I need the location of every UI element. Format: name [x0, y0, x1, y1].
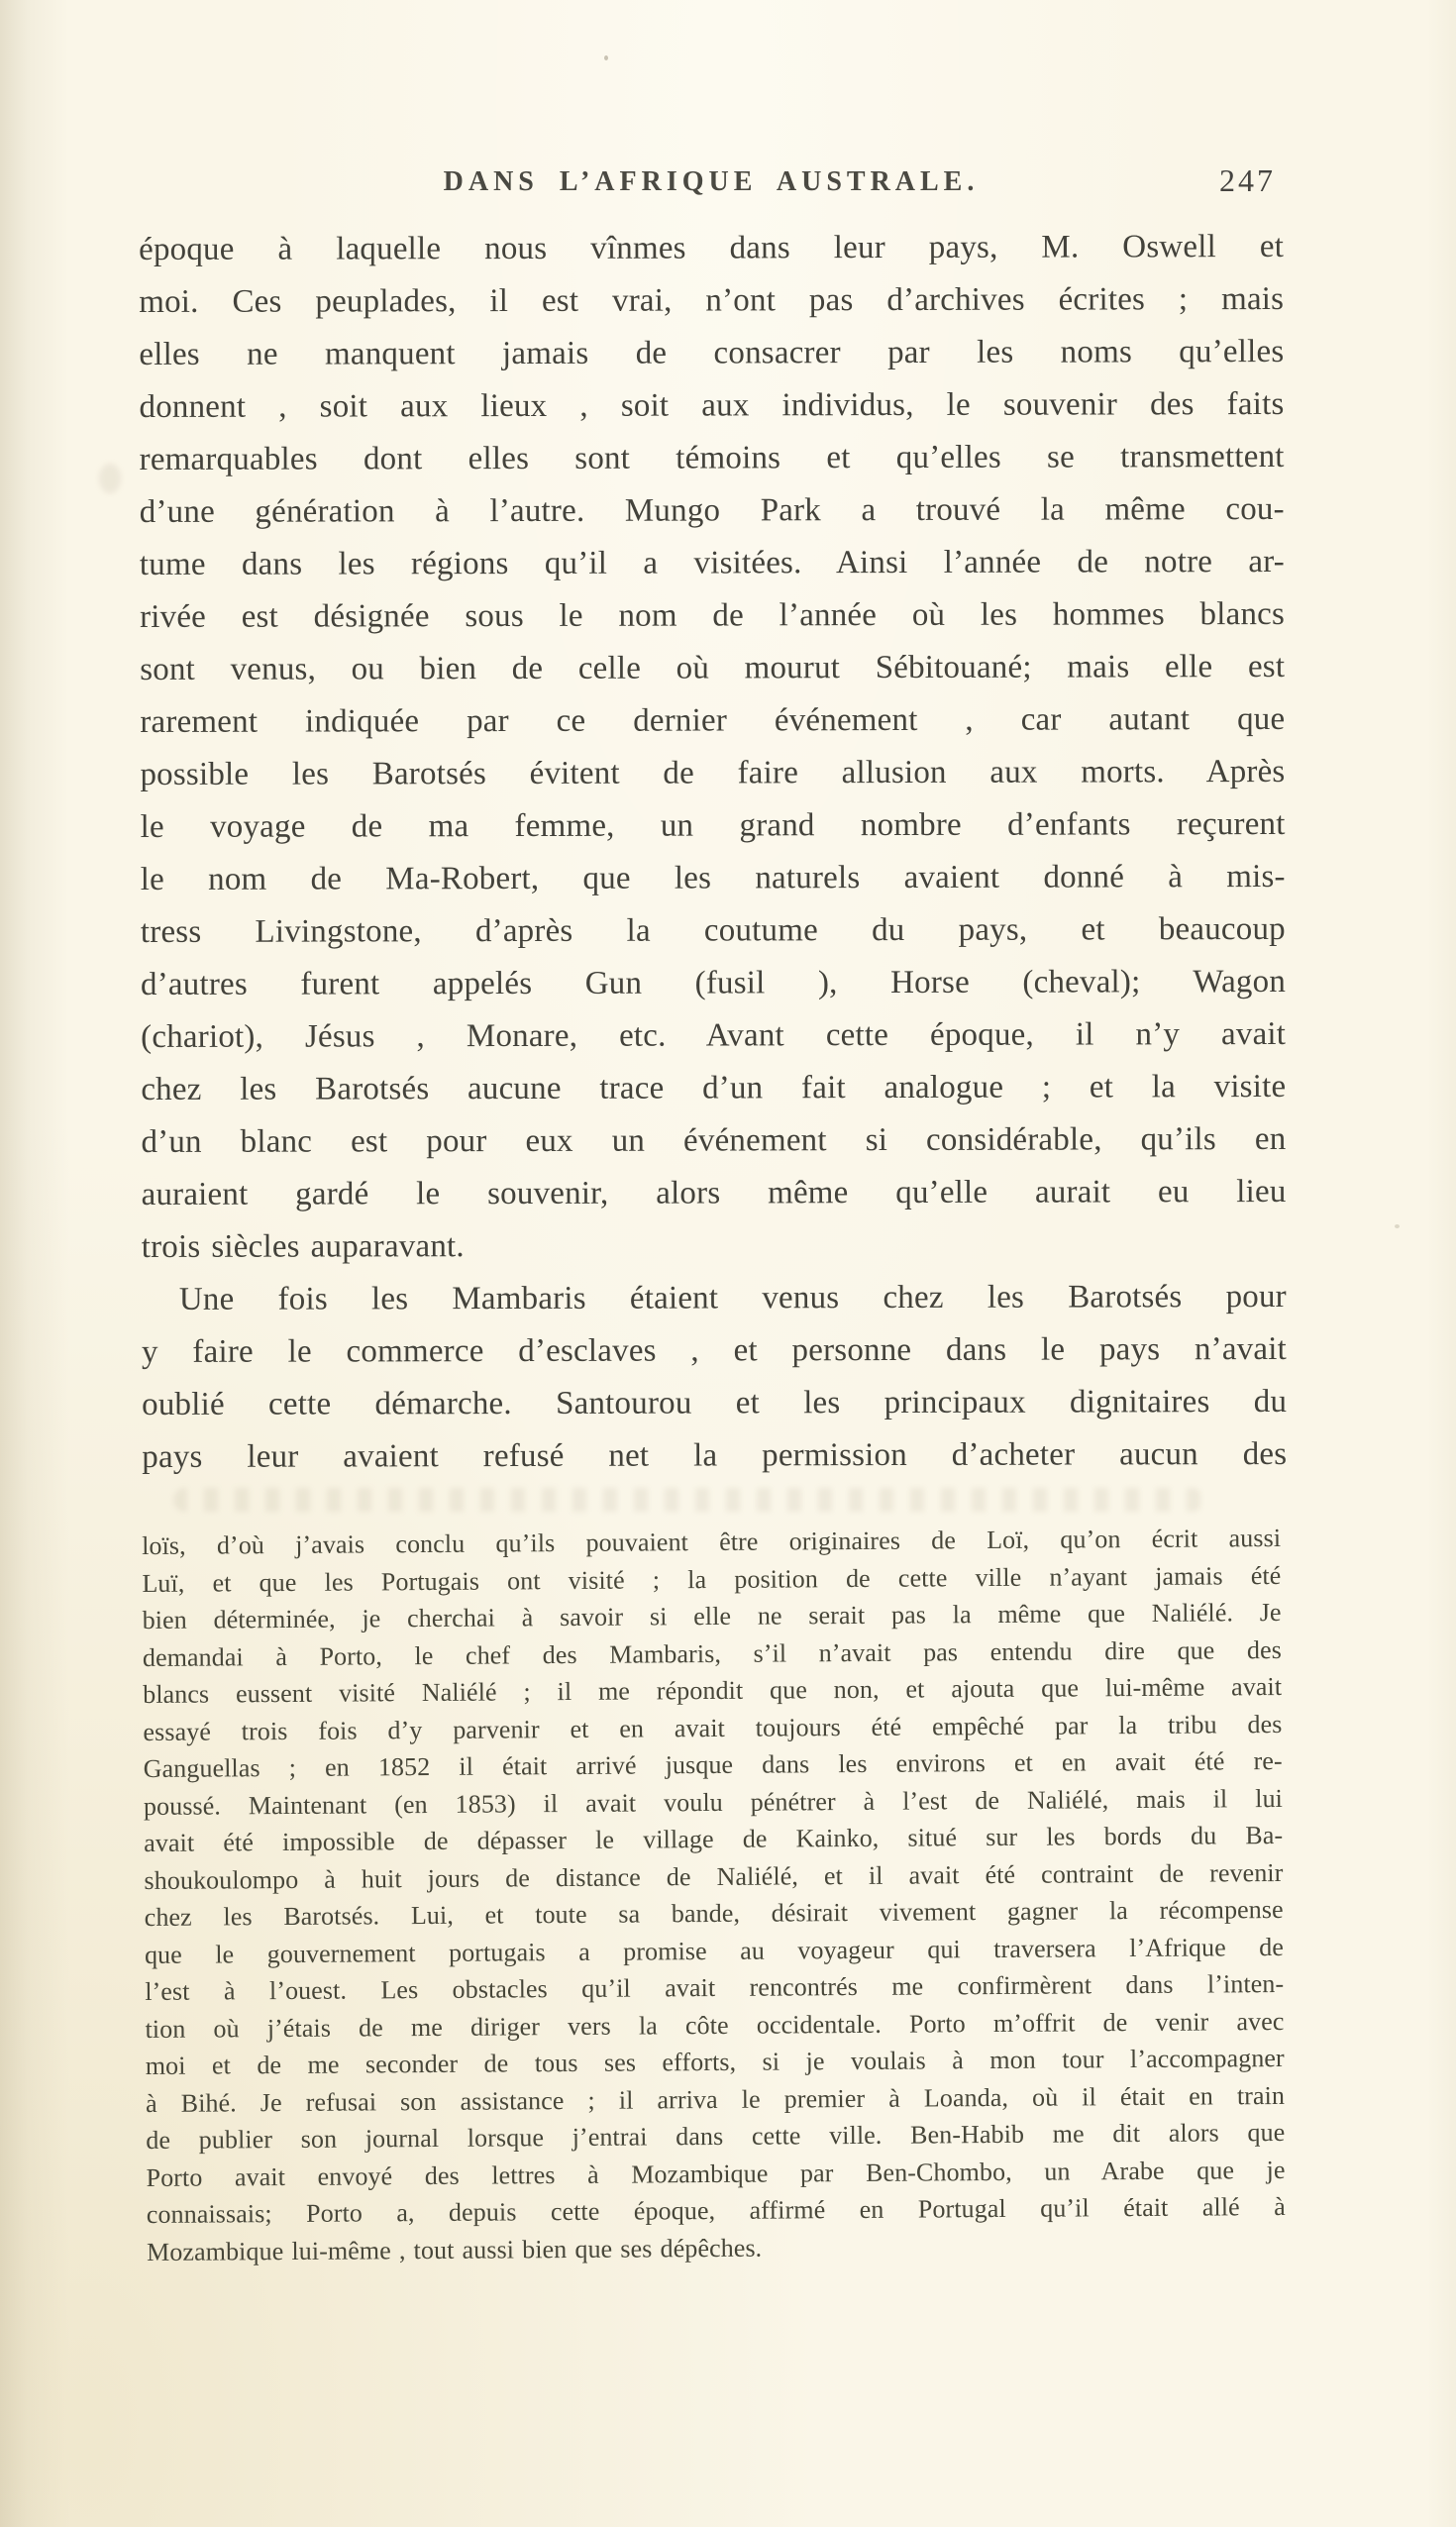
text-line: pays leur avaient refusé net la permission d’acheter aucun des [142, 1435, 1288, 1475]
paragraph [142, 1271, 1288, 1484]
text-line: auraient gardé le souvenir, alors même qu’elle aurait eu lieu [141, 1173, 1287, 1212]
text-line: d’autres furent appelés Gun (fusil ), Horse (cheval); Wagon [140, 963, 1287, 1002]
paragraph [139, 221, 1287, 1274]
text-line: blancs eussent visité Naliélé ; il me répondit que non, et ajouta que lui-même avait [143, 1671, 1283, 1709]
running-title: DANS L’AFRIQUE AUSTRALE. [443, 166, 980, 197]
text-line: elles ne manquent jamais de consacrer par les noms qu’elles [139, 333, 1285, 372]
text-line: sont venus, ou bien de celle où mourut Sébitouané; mais elle est [140, 648, 1286, 687]
paper-speck [604, 55, 608, 60]
text-line: Luï, et que les Portugais ont visité ; la position de cette ville n’ayant jamais été [142, 1560, 1282, 1598]
page-header [139, 162, 1284, 210]
footnote-block [142, 1520, 1286, 2270]
text-line: chez les Barotsés. Lui, et toute sa bande, désirait vivement gagner la récompense [144, 1894, 1284, 1932]
text-line: l’est à l’ouest. Les obstacles qu’il avait rencontrés me confirmèrent dans l’inten- [145, 1968, 1285, 2006]
text-line: Mozambique lui-même , tout aussi bien que ses dépêches. [147, 2233, 763, 2266]
text-line: époque à laquelle nous vînmes dans leur pays, M. Oswell et [139, 228, 1285, 267]
text-line: y faire le commerce d’esclaves , et personne dans le pays n’avait [141, 1330, 1288, 1370]
main-text-block [139, 221, 1287, 1484]
text-line: Porto avait envoyé des lettres à Mozambique par Ben-Chombo, un Arabe que je [146, 2155, 1286, 2192]
text-line: rarement indiquée par ce dernier événement , car autant que [140, 700, 1286, 740]
page-number: 247 [1219, 162, 1276, 198]
text-line: demandai à Porto, le chef des Mambaris, s’il n’avait pas entendu dire que des [142, 1634, 1282, 1672]
text-line: à Bihé. Je refusai son assistance ; il arriva le premier à Loanda, où il était en train [145, 2080, 1286, 2118]
text-line: de publier son journal lorsque j’entrai dans cette ville. Ben-Habib me dit alors que [146, 2117, 1286, 2155]
text-line: poussé. Maintenant (en 1853) il avait voulu pénétrer à l’est de Naliélé, mais il lui [143, 1783, 1284, 1821]
text-line: essayé trois fois d’y parvenir et en avait toujours été empêché par la tribu des [143, 1709, 1283, 1746]
text-line: remarquables dont elles sont témoins et qu’elles se transmettent [139, 438, 1285, 477]
text-line: tion où j’étais de me diriger vers la côte occidentale. Porto m’offrit de venir avec [145, 2006, 1285, 2044]
text-line: rivée est désignée sous le nom de l’année où les hommes blancs [139, 595, 1286, 635]
text-line: shoukoulompo à huit jours de distance de Naliélé, et il avait été contraint de revenir [144, 1857, 1284, 1895]
text-line: tress Livingstone, d’après la coutume du pays, et beaucoup [140, 910, 1286, 950]
ink-showthrough-smudge [173, 1488, 1203, 1512]
text-line: trois siècles auparavant. [141, 1228, 465, 1265]
text-line: d’une génération à l’autre. Mungo Park a trouvé la même cou- [139, 490, 1285, 530]
paper-speck [1395, 1224, 1400, 1228]
text-line: le voyage de ma femme, un grand nombre d’enfants reçurent [140, 805, 1286, 845]
text-line: connaissais; Porto a, depuis cette époque, affirmé en Portugal qu’il était allé à [146, 2191, 1286, 2229]
paper-speck [99, 464, 121, 493]
text-line: donnent , soit aux lieux , soit aux individus, le souvenir des faits [139, 385, 1285, 425]
text-line: chez les Barotsés aucune trace d’un fait analogue ; et la visite [141, 1068, 1287, 1107]
text-line: bien déterminée, je cherchai à savoir si elle ne serait pas la même que Naliélé. Je [142, 1597, 1282, 1634]
paragraph [142, 1520, 1286, 2270]
text-line: loïs, d’où j’avais conclu qu’ils pouvaient être originaires de Loï, qu’on écrit aussi [142, 1523, 1282, 1560]
text-line: Ganguellas ; en 1852 il était arrivé jusque dans les environs et en avait été re- [143, 1745, 1283, 1783]
text-line: moi et de me seconder de tous ses efforts, si je voulais à mon tour l’accompagner [145, 2043, 1285, 2080]
text-line: le nom de Ma-Robert, que les naturels avaient donné à mis- [140, 858, 1286, 897]
text-line: moi. Ces peuplades, il est vrai, n’ont pas d’archives écrites ; mais [139, 280, 1285, 320]
text-line: Une fois les Mambaris étaient venus chez les Barotsés pour [178, 1278, 1287, 1317]
text-line: tume dans les régions qu’il a visitées. Ainsi l’année de notre ar- [139, 543, 1285, 582]
text-line: avait été impossible de dépasser le village de Kainko, situé sur les bords du Ba- [144, 1820, 1284, 1857]
text-line: d’un blanc est pour eux un événement si considérable, qu’ils en [141, 1120, 1287, 1160]
text-line: oublié cette démarche. Santourou et les principaux dignitaires du [142, 1383, 1288, 1422]
text-line: possible les Barotsés évitent de faire allusion aux morts. Après [140, 753, 1286, 792]
text-line: (chariot), Jésus , Monare, etc. Avant cette époque, il n’y avait [141, 1015, 1287, 1055]
text-line: que le gouvernement portugais a promise au voyageur qui traversera l’Afrique de [144, 1932, 1285, 1969]
